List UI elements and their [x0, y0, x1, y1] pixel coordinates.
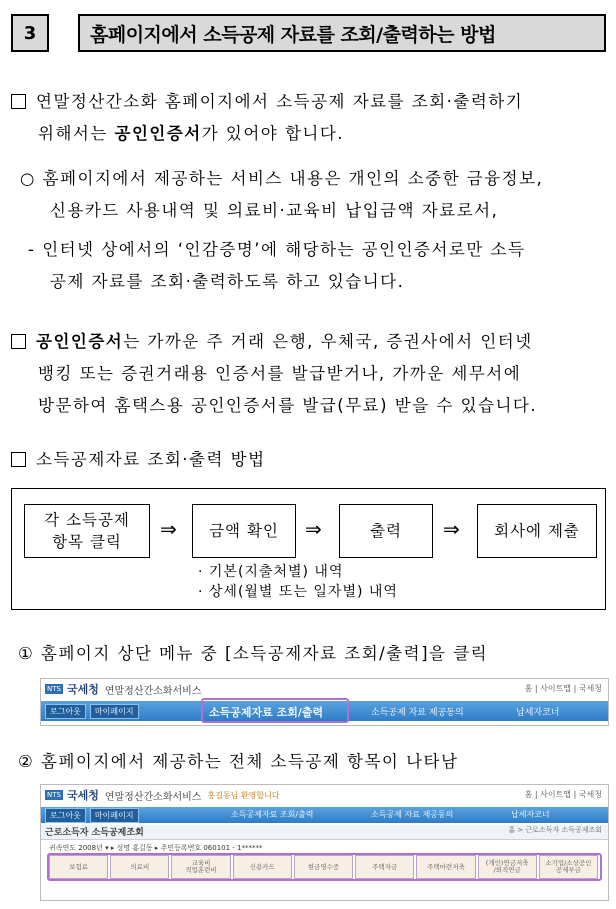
- flow-step-1: [24, 504, 150, 558]
- checkbox-square-icon: [11, 452, 26, 467]
- step-a-label: ① 홈페이지 상단 메뉴 중 [소득공제자료 조회/출력]을 클릭: [18, 644, 489, 663]
- section-title: 홈페이지에서 소득공제 자료를 조회/출력하는 방법: [78, 14, 606, 52]
- highlight-box: [201, 698, 349, 723]
- deduction-item-cell[interactable]: 소기업/소상공인 공제부금: [539, 855, 598, 879]
- step-b-label: ② 홈페이지에서 제공하는 전체 소득공제 항목이 나타남: [18, 752, 459, 771]
- deduction-item-cell[interactable]: 의료비: [110, 855, 169, 879]
- deduction-item-cell[interactable]: 보험료: [49, 855, 108, 879]
- flow-arrow-icon: ⇒: [443, 517, 460, 541]
- highlight-box: [47, 853, 602, 881]
- flow-note-2: · 상세(월별 또는 일자별) 내역: [198, 584, 398, 600]
- nts-badge: NTS: [47, 685, 61, 693]
- shot1-topbar: [41, 679, 608, 699]
- shot2-navbar: [41, 807, 608, 823]
- para1-line2-pre: 위해서는: [38, 124, 115, 143]
- para1-line1: [11, 88, 523, 112]
- deduction-item-cell[interactable]: 주택마련저축: [416, 855, 475, 879]
- nts-badge: NTS: [47, 791, 61, 799]
- service-name: 연말정산간소화서비스: [104, 791, 202, 803]
- flow-note-1: · 기본(지출처별) 내역: [198, 564, 344, 580]
- screenshot-menu: [40, 678, 609, 726]
- deduction-item-cell[interactable]: (개인)연금저축 /퇴직연금: [478, 855, 537, 879]
- menu-taxpayer-corner[interactable]: 납세자코너: [516, 708, 560, 718]
- para2-line1: [11, 328, 533, 352]
- nts-logo: 국세청: [66, 683, 99, 696]
- menu-consent[interactable]: 소득공제 자료 제공동의: [371, 708, 464, 718]
- logout-button[interactable]: 로그아웃: [45, 808, 86, 823]
- section-label: 근로소득자 소득공제조회: [45, 828, 144, 838]
- flow-step-1-line1: 각 소득공제: [44, 511, 130, 529]
- top-links: 홈 | 사이트맵 | 국세청: [524, 790, 602, 799]
- checkbox-square-icon: [11, 94, 26, 109]
- menu-consent[interactable]: 소득공제 자료 제공동의: [371, 810, 454, 819]
- para2-line2: 뱅킹 또는 증권거래용 인증서를 발급받거나, 가까운 세무서에: [38, 364, 522, 383]
- sub1-line1: ○ 홈페이지에서 제공하는 서비스 내용은 개인의 소중한 금융정보,: [20, 169, 544, 188]
- screenshot-items: [40, 784, 609, 901]
- top-links: 홈 | 사이트맵 | 국세청: [524, 684, 602, 693]
- sub2-line1: - 인터넷 상에서의 ‘인감증명’에 해당하는 공인인증서로만 소득: [28, 240, 526, 259]
- menu-income-deduction[interactable]: 소득공제자료 조회/출력: [209, 706, 324, 719]
- para1-line2-post: 가 있어야 합니다.: [201, 124, 345, 143]
- menu-taxpayer-corner[interactable]: 납세자코너: [511, 810, 550, 819]
- deduction-item-cell[interactable]: 주택자금: [355, 855, 414, 879]
- para1-bold-term: 공인인증서: [114, 124, 202, 143]
- flow-arrow-icon: ⇒: [160, 517, 177, 541]
- service-name: 연말정산간소화서비스: [104, 685, 202, 697]
- flow-step-2: 금액 확인: [192, 504, 296, 558]
- checkbox-square-icon: [11, 334, 26, 349]
- nts-logo: 국세청: [66, 789, 99, 802]
- shot2-topbar: [41, 785, 608, 805]
- deduction-item-cell[interactable]: 현금영수증: [294, 855, 353, 879]
- flow-step-3: 출력: [339, 504, 433, 558]
- para2-line3: 방문하여 홈택스용 공인인증서를 발급(무료) 받을 수 있습니다.: [38, 396, 538, 415]
- flow-step-1-line2: 항목 클릭: [52, 533, 122, 551]
- filter-row: 귀속연도 2008년 ▾ ▸ 성명 홍길동 ▸ 주민등록번호 060101 - 1******: [49, 844, 263, 852]
- breadcrumb: 홈 > 근로소득자 소득공제조회: [508, 826, 602, 834]
- flow-step-4: 회사에 제출: [477, 504, 597, 558]
- welcome-text: 홍길동님 환영합니다: [207, 790, 280, 800]
- para3-line1: [11, 446, 266, 470]
- para2-line1-post: 는 가까운 주 거래 은행, 우체국, 증권사에서 인터넷: [123, 332, 533, 351]
- sub1-line2: 신용카드 사용내역 및 의료비·교육비 납입금액 자료로서,: [50, 201, 499, 220]
- para1-line2: [38, 120, 344, 144]
- deduction-item-cell[interactable]: 신용카드: [233, 855, 292, 879]
- section-number: 3: [11, 14, 49, 52]
- menu-income-deduction[interactable]: 소득공제자료 조회/출력: [231, 810, 314, 819]
- section-header: [41, 825, 608, 840]
- mypage-button[interactable]: 마이페이지: [90, 808, 139, 823]
- para3-text: 소득공제자료 조회·출력 방법: [36, 450, 266, 469]
- logout-button[interactable]: 로그아웃: [45, 704, 86, 719]
- flow-arrow-icon: ⇒: [305, 517, 322, 541]
- mypage-button[interactable]: 마이페이지: [90, 704, 139, 719]
- sub2-line2: 공제 자료를 조회·출력하도록 하고 있습니다.: [50, 272, 405, 291]
- deduction-item-cell[interactable]: 교육비 직업훈련비: [171, 855, 230, 879]
- para2-bold-term: 공인인증서: [36, 332, 124, 351]
- para1-text: 연말정산간소화 홈페이지에서 소득공제 자료를 조회·출력하기: [36, 92, 524, 111]
